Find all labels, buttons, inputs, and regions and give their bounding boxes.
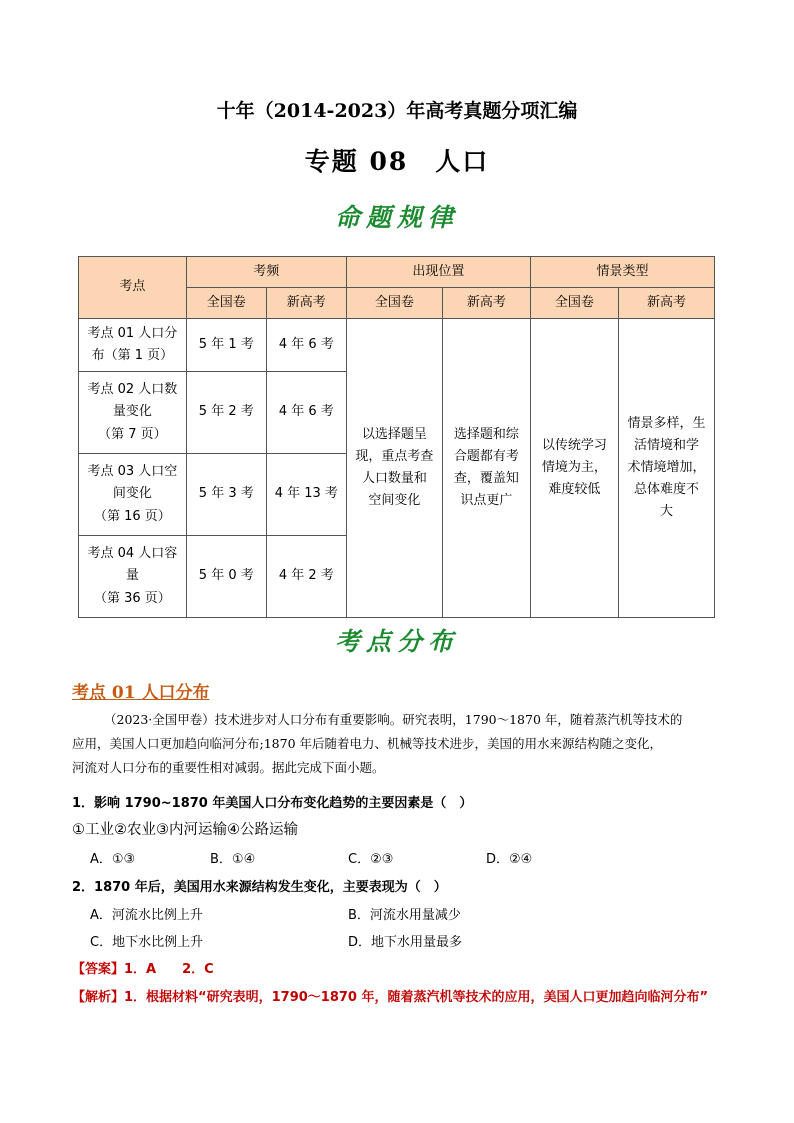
kaodian01-heading: 考点 01 人口分布 bbox=[72, 683, 210, 703]
table-header-row bbox=[79, 257, 715, 288]
kaodian-name-line: 间变化 bbox=[112, 486, 152, 502]
header-kaodian: 考点 bbox=[79, 257, 187, 319]
rules-section-title: 命题规律 bbox=[334, 203, 459, 232]
q2-option-b: B．河流水用量减少 bbox=[348, 908, 461, 923]
subheader-kaopin-quanguo: 全国卷 bbox=[186, 288, 266, 319]
kaodian-name-line: 考点 01 人口分 bbox=[87, 325, 178, 341]
paragraph-line: 应用，美国人口更加趋向临河分布;1870 年后随着电力、机械等技术进步，美国的用水来源结构随之变化， bbox=[72, 736, 662, 751]
q2-option-d: D．地下水用量最多 bbox=[348, 935, 463, 950]
subheader-scene-xingaokao: 新高考 bbox=[618, 288, 714, 319]
subheader-scene-quanguo: 全国卷 bbox=[530, 288, 618, 319]
q1-option-b: B．①④ bbox=[210, 852, 256, 867]
answer-line bbox=[72, 958, 214, 977]
kaodian-name-line: 布（第 1 页） bbox=[91, 348, 174, 363]
cell-line: 人口数量和 bbox=[361, 471, 427, 486]
cell-line: 以传统学习 bbox=[541, 437, 607, 453]
topic-title: 专题 08 人口 bbox=[304, 147, 490, 176]
freq-quanguo-cell: 5 年 1 考 bbox=[186, 319, 266, 372]
q1-option-c: C．②③ bbox=[348, 852, 394, 867]
q2-option-a: A．河流水比例上升 bbox=[90, 908, 203, 923]
cell-line: 识点更广 bbox=[460, 493, 513, 509]
subheader-position-quanguo: 全国卷 bbox=[346, 288, 442, 319]
scene-quanguo-cell bbox=[530, 319, 618, 618]
cell-line: 情境为主， bbox=[541, 459, 607, 475]
cell-line: 活情境和学 bbox=[633, 437, 699, 453]
freq-xingaokao-cell: 4 年 6 考 bbox=[266, 372, 346, 454]
scene-xingaokao-cell bbox=[618, 319, 714, 618]
material-paragraph bbox=[72, 708, 722, 780]
cell-line: 查，覆盖知 bbox=[453, 471, 519, 486]
cell-line: 大 bbox=[659, 504, 673, 520]
kaodian-cell bbox=[79, 372, 187, 454]
kaodian-name-line: （第 36 页） bbox=[93, 590, 171, 606]
kaodian-name-line: 考点 04 人口容 bbox=[87, 546, 178, 562]
paragraph-text: （2023·全国甲卷）技术进步对人口分布有重要影响。研究表明，1790～1870 年，随着蒸汽机等技术的 bbox=[104, 712, 683, 727]
q1-option-d: D．②④ bbox=[486, 852, 533, 867]
question-1-items: ①工业②农业③内河运输④公路运输 bbox=[72, 822, 298, 838]
answer-label: 【答案】 bbox=[72, 962, 125, 977]
freq-quanguo-cell: 5 年 0 考 bbox=[186, 536, 266, 618]
kaodian-cell bbox=[79, 454, 187, 536]
question-2: 2．1870 年后，美国用水来源结构发生变化，主要表现为（ ） bbox=[72, 880, 447, 895]
cell-line: 空间变化 bbox=[368, 493, 421, 509]
kaodian-name-line: （第 16 页） bbox=[93, 508, 171, 524]
kaodian-cell bbox=[79, 319, 187, 372]
freq-quanguo-cell: 5 年 2 考 bbox=[186, 372, 266, 454]
paragraph-line: 河流对人口分布的重要性相对减弱。据此完成下面小题。 bbox=[72, 760, 385, 775]
header-scene: 情景类型 bbox=[530, 257, 714, 288]
subheader-kaopin-xingaokao: 新高考 bbox=[266, 288, 346, 319]
analysis-text: 1．根据材料“研究表明，1790～1870 年，随着蒸汽机等技术的应用，美国人口更加趋向临河分布” bbox=[124, 990, 709, 1005]
distribution-section-title: 考点分布 bbox=[334, 627, 459, 656]
q2-option-c: C．地下水比例上升 bbox=[90, 935, 204, 950]
freq-quanguo-cell: 5 年 3 考 bbox=[186, 454, 266, 536]
document-title: 十年（2014-2023）年高考真题分项汇编 bbox=[216, 100, 578, 122]
cell-line: 以选择题呈 bbox=[361, 426, 427, 442]
analysis-line bbox=[72, 986, 732, 1005]
analysis-label: 【解析】 bbox=[72, 990, 125, 1005]
kaodian-name-line: 考点 03 人口空 bbox=[87, 464, 178, 480]
table-row bbox=[79, 319, 715, 372]
q1-option-a: A．①③ bbox=[90, 852, 136, 867]
kaodian-name-line: 量 bbox=[125, 568, 139, 584]
subheader-position-xingaokao: 新高考 bbox=[442, 288, 530, 319]
cell-line: 术情境增加， bbox=[627, 459, 706, 475]
header-position: 出现位置 bbox=[346, 257, 530, 288]
kaodian-name-line: 考点 02 人口数 bbox=[87, 382, 178, 398]
freq-xingaokao-cell: 4 年 6 考 bbox=[266, 319, 346, 372]
kaodian-name-line: 量变化 bbox=[112, 404, 152, 420]
cell-line: 总体难度不 bbox=[633, 482, 699, 498]
position-quanguo-cell bbox=[346, 319, 442, 618]
summary-table bbox=[78, 256, 715, 618]
cell-line: 现，重点考查 bbox=[355, 448, 434, 464]
cell-line: 合题都有考 bbox=[453, 448, 519, 464]
freq-xingaokao-cell: 4 年 2 考 bbox=[266, 536, 346, 618]
freq-xingaokao-cell: 4 年 13 考 bbox=[266, 454, 346, 536]
paragraph-line bbox=[72, 708, 722, 732]
kaodian-cell bbox=[79, 536, 187, 618]
position-xingaokao-cell bbox=[442, 319, 530, 618]
question-1: 1．影响 1790~1870 年美国人口分布变化趋势的主要因素是（ ） bbox=[72, 796, 473, 811]
cell-line: 难度较低 bbox=[548, 482, 601, 498]
cell-line: 情景多样，生 bbox=[627, 415, 706, 431]
kaodian-name-line: （第 7 页） bbox=[98, 426, 167, 442]
header-kaopin: 考频 bbox=[186, 257, 346, 288]
cell-line: 选择题和综 bbox=[453, 426, 519, 442]
answer-text: 1．A 2．C bbox=[124, 962, 214, 977]
